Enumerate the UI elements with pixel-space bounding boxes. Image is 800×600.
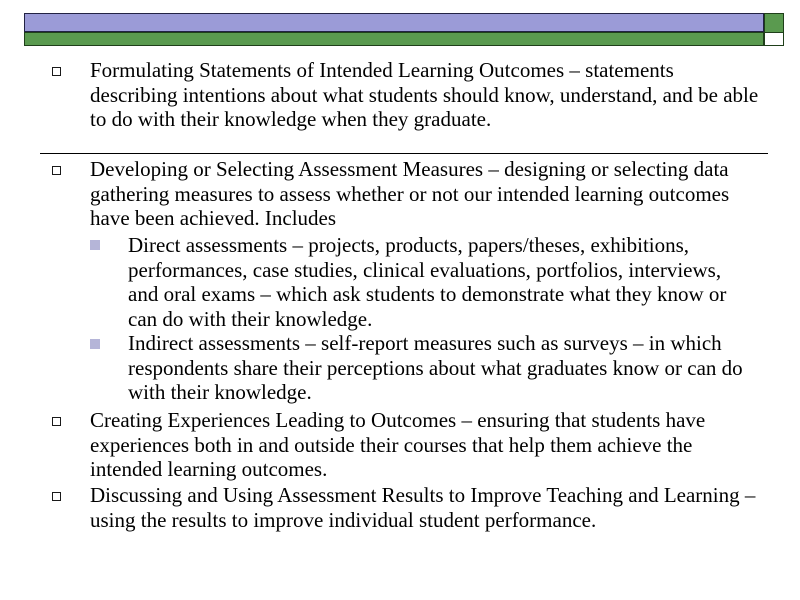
sub-bullet-text: Indirect assessments – self-report measures such as surveys – in which respondents share their perceptions about what graduates know or can do with their knowledge. [128,331,743,404]
sub-bullet-text: Direct assessments – projects, products, papers/theses, exhibitions, performances, case studies, clinical evaluations, portfolios, interviews, and oral exams – which ask students to demonstrate what they know or can do with their knowledge. [128,233,727,331]
header-bar-green [24,32,764,46]
header-bar-purple [24,13,764,32]
divider-line [40,153,768,154]
bullet-text: Formulating Statements of Intended Learning Outcomes – statements describing intentions about what students should know, understand, and be able to do with their knowledge when they graduate. [90,58,759,131]
square-bullet-icon [52,492,61,501]
bullet-text: Developing or Selecting Assessment Measures – designing or selecting data gathering measures to assess whether or not our intended learning outcomes have been achieved. Includes [90,157,730,230]
bullet-text: Discussing and Using Assessment Results to Improve Teaching and Learning – using the results to improve individual student performance. [90,483,756,532]
filled-square-bullet-icon [90,339,100,349]
header-bar-corner [764,13,784,46]
square-bullet-icon [52,166,61,175]
filled-square-bullet-icon [90,240,100,250]
header-bar-corner-green [765,14,783,33]
square-bullet-icon [52,67,61,76]
bullet-text: Creating Experiences Leading to Outcomes – ensuring that students have experiences both in and outside their courses that help them achieve the intended learning outcomes. [90,408,706,481]
square-bullet-icon [52,417,61,426]
